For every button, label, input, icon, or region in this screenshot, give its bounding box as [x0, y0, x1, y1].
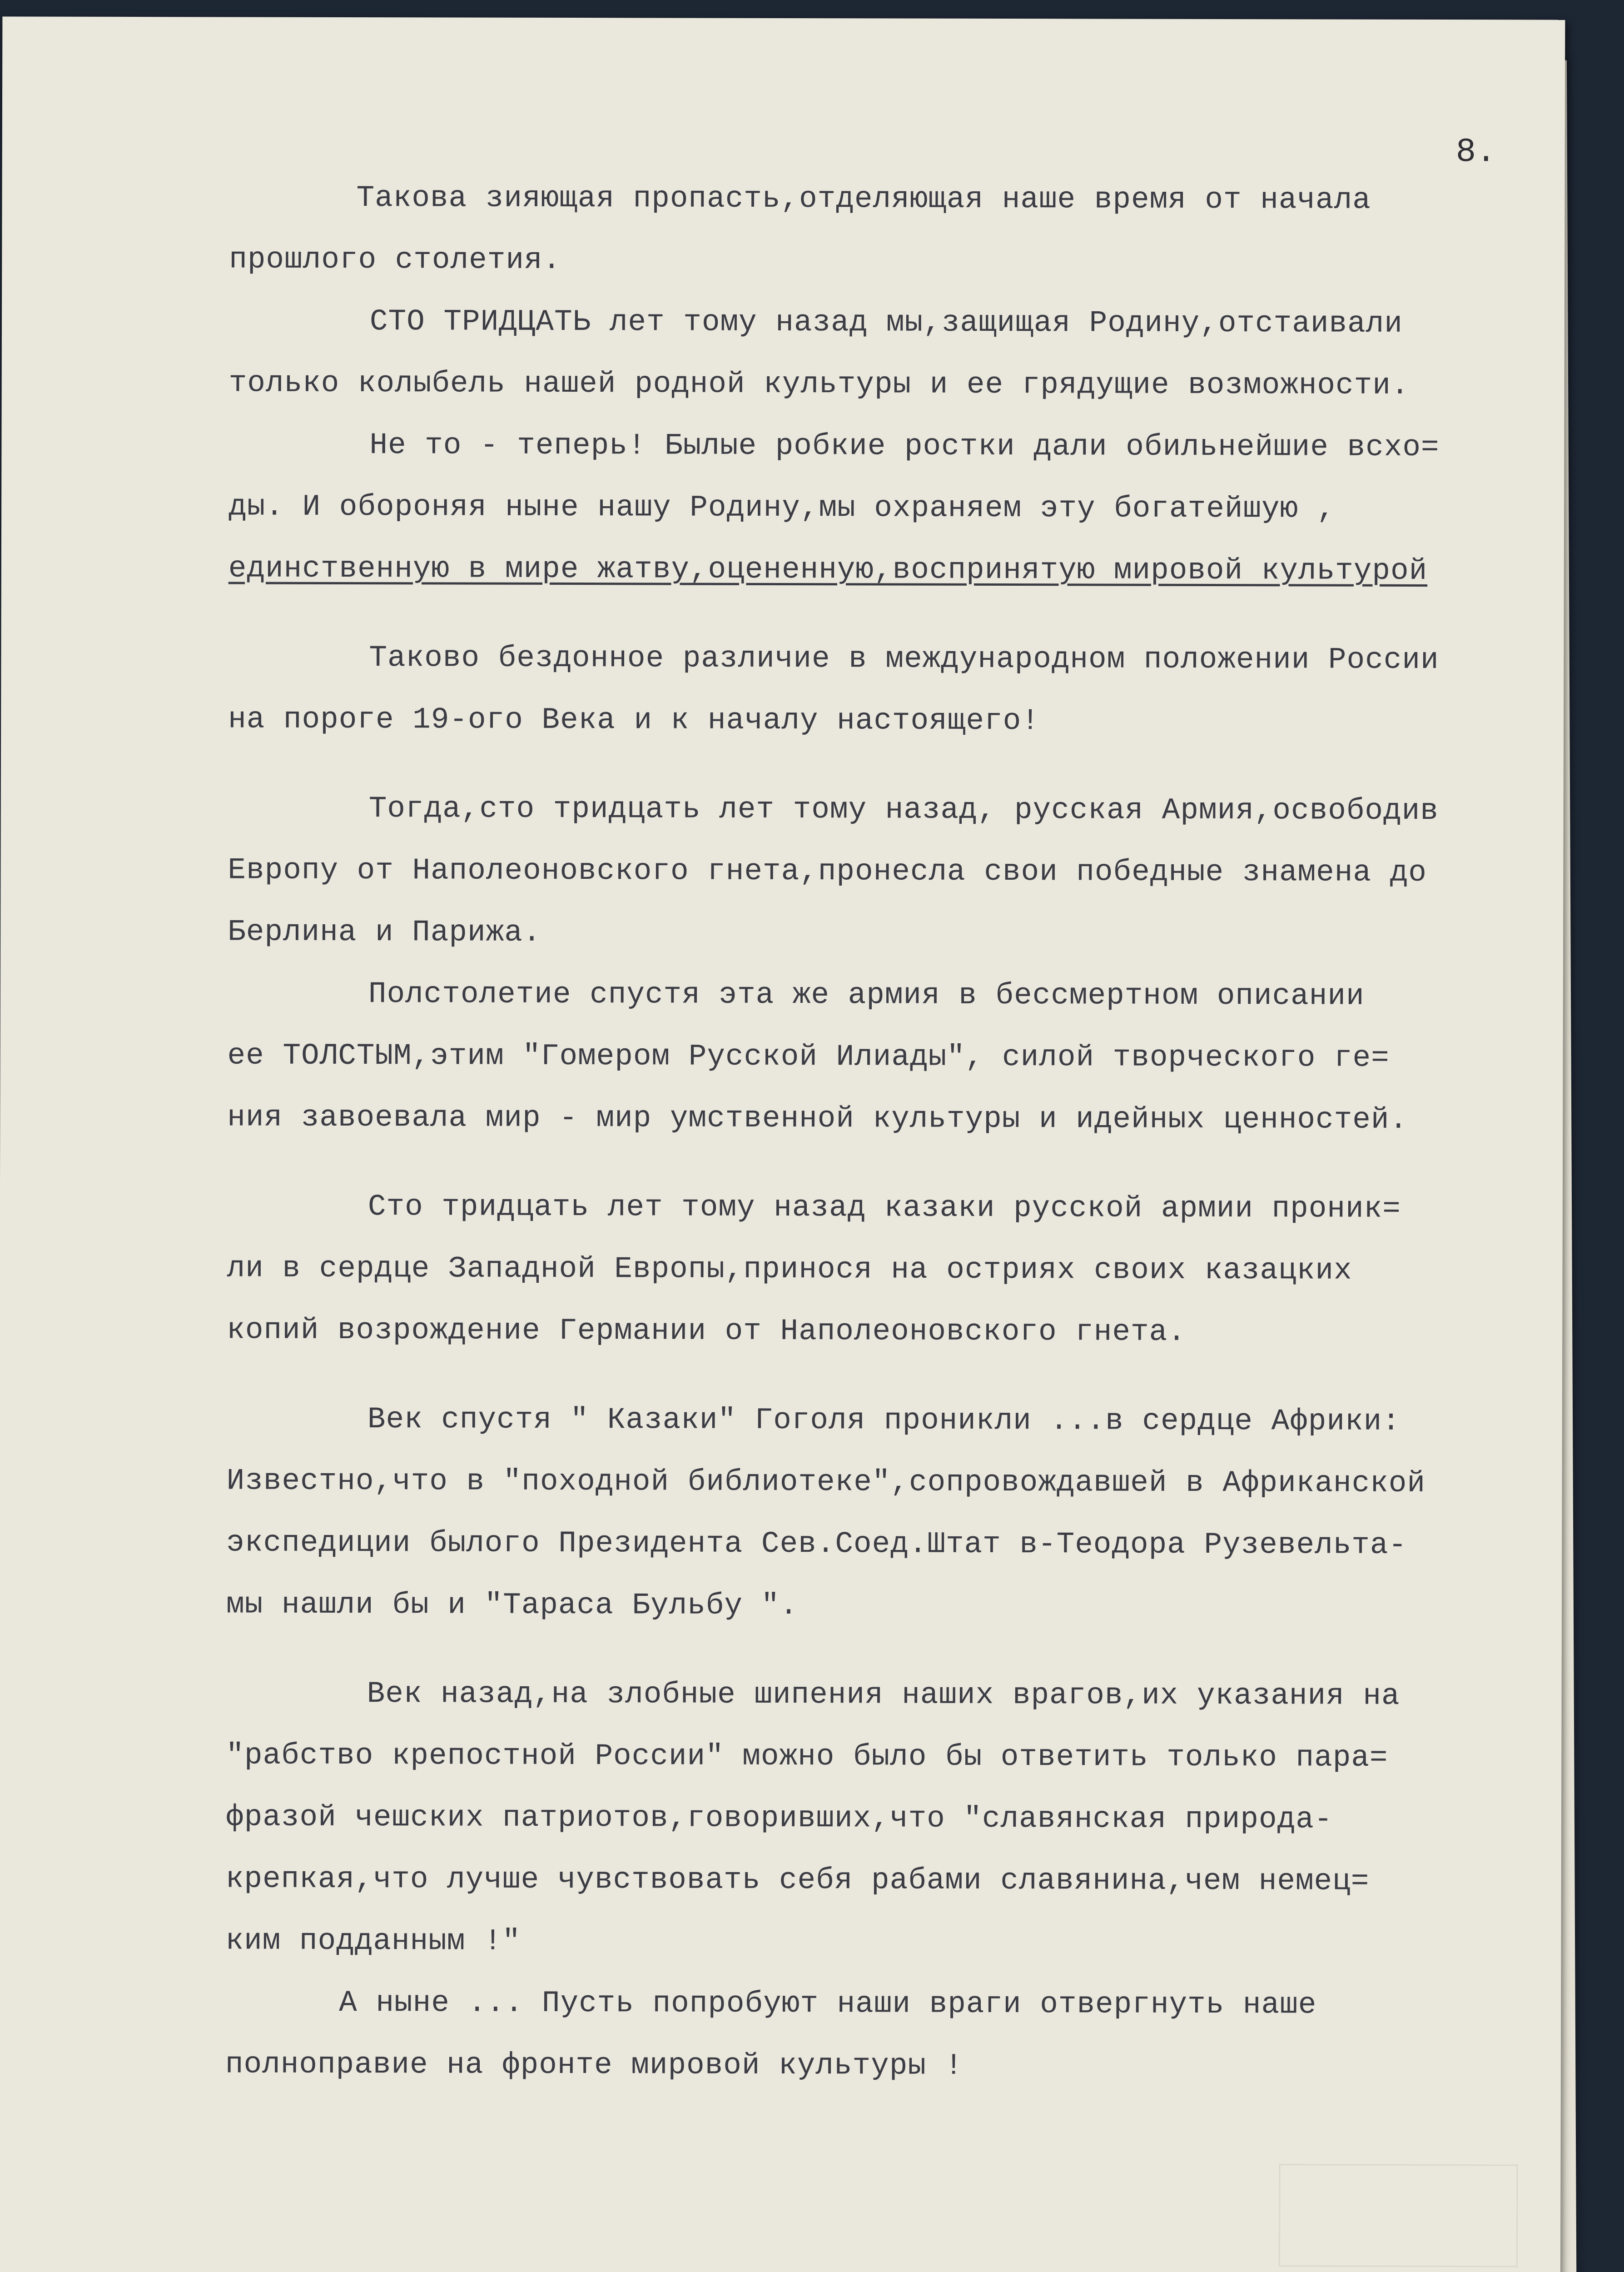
text-line: ды. И обороняя ныне нашу Родину,мы охраняем эту богатейшую , [228, 489, 1336, 526]
text-line: Известно,что в "походной библиотеке",сопровождавшей в Африканской [226, 1464, 1426, 1500]
text-line: копий возрождение Германии от Наполеоновского гнета. [227, 1313, 1186, 1349]
text-line: экспедиции былого Президента Сев.Соед.Штат в-Теодора Рузевельта- [226, 1525, 1407, 1562]
text-line: Сто тридцать лет тому назад казаки русской армии проник= [368, 1190, 1401, 1226]
typed-text-body [225, 167, 1547, 2098]
page-number: 8. [1455, 133, 1496, 172]
text-line: "рабство крепостной России" можно было бы ответить только пара= [226, 1738, 1388, 1775]
text-line: Век назад,на злобные шипения наших врагов,их указания на [367, 1677, 1400, 1713]
text-line: на пороге 19-ого Века и к началу настоящего! [228, 702, 1040, 738]
text-line: Берлина и Парижа. [228, 915, 541, 950]
text-line: единственную в мире жатву,оцененную,воспринятую мировой культурой [228, 551, 1428, 588]
text-line: Век спустя " Казаки" Гоголя проникли ...в сердце Африки: [367, 1402, 1401, 1439]
text-line: А ныне ... Пусть попробуют наши враги отвергнуть наше [339, 1985, 1317, 2022]
text-line: Европу от Наполеоновского гнета,пронесла свои победные знамена до [228, 853, 1427, 890]
text-line [227, 1361, 1544, 1391]
text-line: Полстолетие спустя эта же армия в бессмертном описании [368, 977, 1365, 1013]
text-line: Не то - теперь! Былые робкие ростки дали обильнейшие всхо= [369, 428, 1440, 465]
text-line: мы нашли бы и "Тараса Бульбу ". [226, 1587, 798, 1623]
text-line [226, 1635, 1544, 1665]
text-line: крепкая,что лучше чувствовать себя рабами славянина,чем немец= [225, 1862, 1370, 1898]
text-line [227, 1148, 1545, 1178]
text-line: Таково бездонное различие в международном положении России [369, 641, 1439, 678]
text-line [228, 750, 1545, 780]
text-line: фразой чешских патриотов,говоривших,что "славянская природа- [225, 1800, 1333, 1837]
document-page [0, 16, 1565, 2272]
faint-stamp-mark [1279, 2164, 1518, 2267]
text-line: ния завоевала мир - мир умственной культуры и идейных ценностей. [227, 1100, 1408, 1137]
text-line: полноправие на фронте мировой культуры ! [225, 2047, 963, 2083]
text-line: ким подданным !" [225, 1923, 521, 1958]
text-line: прошлого столетия. [229, 242, 561, 277]
text-line: Такова зияющая пропасть,отделяющая наше время от начала [356, 181, 1371, 217]
text-line: только колыбель нашей родной культуры и ее грядущие возможности. [228, 366, 1410, 403]
text-line: ли в сердце Западной Европы,принося на остриях своих казацких [227, 1251, 1352, 1288]
text-line: СТО ТРИДЦАТЬ лет тому назад мы,защищая Родину,отстаивали [369, 304, 1403, 341]
text-line [228, 599, 1546, 629]
text-line: ее ТОЛСТЫМ,этим "Гомером Русской Илиады", силой творческого ге= [227, 1038, 1390, 1075]
text-line: Тогда,сто тридцать лет тому назад, русская Армия,освободив [368, 792, 1439, 828]
